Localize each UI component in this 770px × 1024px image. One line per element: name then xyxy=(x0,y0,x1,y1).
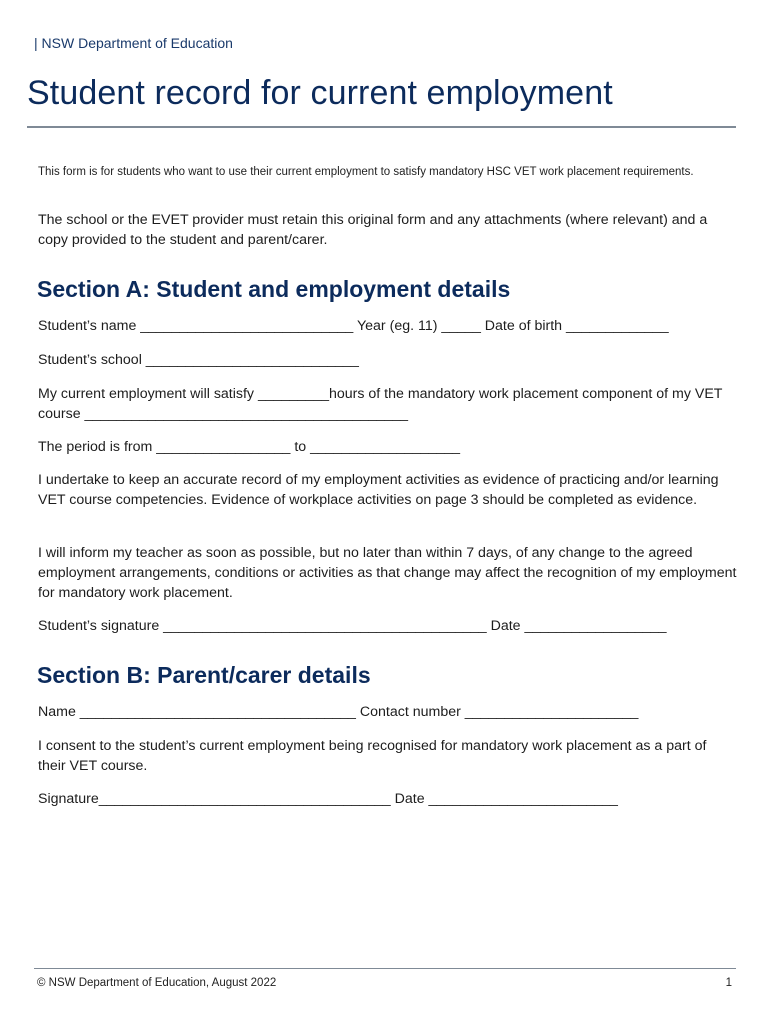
parent-signature-field-line[interactable]: Signature_____________________________________ Date ________________________ xyxy=(38,791,618,807)
employment-hours-field-paragraph[interactable]: My current employment will satisfy _________hours of the mandatory work placement component of my VET course _________________________________________ xyxy=(38,386,723,422)
retention-paragraph: The school or the EVET provider must retain this original form and any attachments (where relevant) and a copy provided to the student and parent/carer. xyxy=(38,212,708,248)
section-b-heading: Section B: Parent/carer details xyxy=(37,662,371,688)
student-school-field-line[interactable]: Student’s school ___________________________ xyxy=(38,352,359,368)
page-number: 1 xyxy=(725,977,732,989)
section-a-heading: Section A: Student and employment details xyxy=(37,276,511,302)
student-signature-field-line[interactable]: Student’s signature _________________________________________ Date __________________ xyxy=(38,618,667,634)
intro-note: This form is for students who want to use their current employment to satisfy mandatory HSC VET work placement requirements. xyxy=(38,166,694,178)
footer-copyright: © NSW Department of Education, August 2022 xyxy=(37,977,277,989)
parent-name-field-line[interactable]: Name ___________________________________ Contact number ______________________ xyxy=(38,704,639,720)
undertake-paragraph: I undertake to keep an accurate record of my employment activities as evidence of practicing and/or learning VET course competencies. Evidence of workplace activities on page 3 should be completed as evidence. xyxy=(38,472,719,508)
period-field-line[interactable]: The period is from _________________ to ___________________ xyxy=(38,439,461,455)
page-title: Student record for current employment xyxy=(27,74,613,112)
consent-paragraph: I consent to the student’s current employment being recognised for mandatory work placement as a part of their VET course. xyxy=(38,738,707,774)
student-name-field-line[interactable]: Student’s name ___________________________ Year (eg. 11) _____ Date of birth _____________ xyxy=(38,318,669,334)
title-divider xyxy=(27,126,736,128)
department-label: | NSW Department of Education xyxy=(34,35,233,51)
inform-paragraph: I will inform my teacher as soon as possible, but no later than within 7 days, of any change to the agreed employment arrangements, conditions or activities as that change may affect the recognition of my employment for mandatory work placement. xyxy=(38,545,737,601)
footer-divider xyxy=(34,968,736,969)
